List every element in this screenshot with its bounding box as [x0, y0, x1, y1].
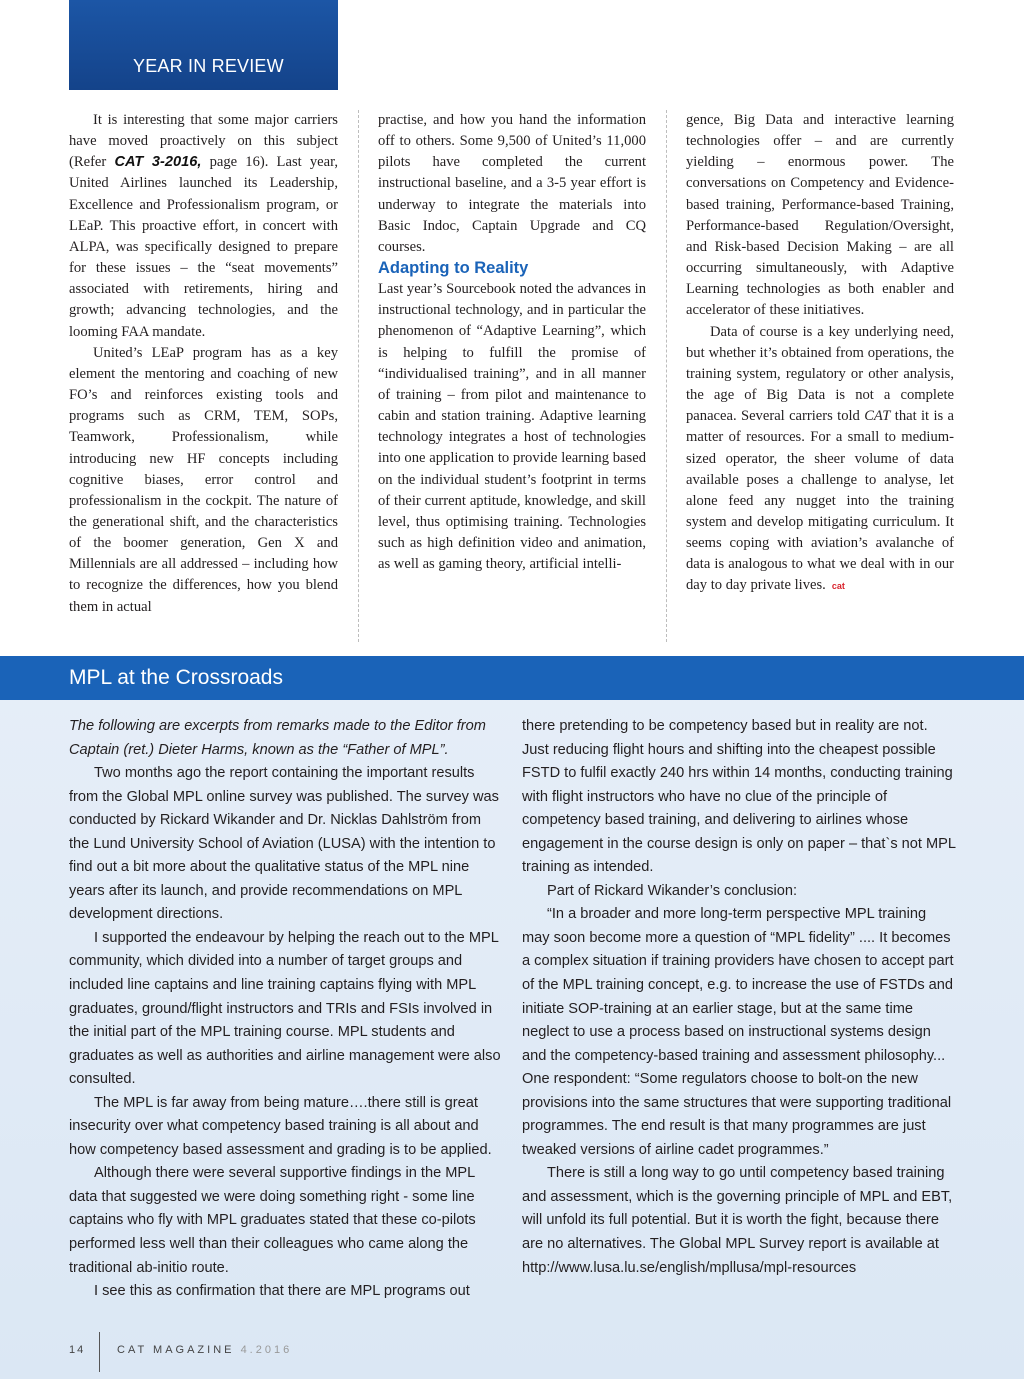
article-column-3 — [686, 110, 954, 598]
article-paragraph: gence, Big Data and interactive learning technologies offer – and are currently yielding – enormous power. The conversations on Competency and Evidence-based training, Performance-based Training, Performance-based Regulation/Oversight, and Risk-based Decision Making – are all occurring simultaneously, with Adaptive Learning technologies as both enabler and accelerator of these initiatives. — [686, 112, 954, 319]
magazine-name: CAT MAGAZINE — [117, 1344, 235, 1356]
sidebar-paragraph: there pretending to be competency based but in reality are not. Just reducing flight hours and shifting into the cheapest possible FSTD to fulfil exactly 240 hrs within 14 months, conducting training with flight instructors who have no clue of the principle of competency based training, and delivering to airlines whose engagement in the course design is only on paper – that`s not MPL training as intended. — [522, 718, 956, 876]
sidebar-column-1 — [69, 715, 501, 1304]
sidebar-title: MPL at the Crossroads — [69, 666, 283, 689]
sidebar-paragraph: Part of Rickard Wikander’s conclusion: — [547, 882, 798, 899]
sidebar-title-bar — [0, 656, 1024, 700]
column-divider — [358, 110, 359, 642]
sidebar-paragraph: There is still a long way to go until competency based training and assessment, which is the governing principle of MPL and EBT, will unfold its full potential. But it is worth the fight, because there are no alternatives. The Global MPL Survey report is available at http://www.lusa.lu.se/english/mpllusa/mpl-resources — [522, 1165, 953, 1276]
sidebar-paragraph: Two months ago the report containing the important results from the Global MPL online survey was published. The survey was conducted by Rickard Wikander and Dr. Nicklas Dahlström from the Lund University School of Aviation (LUSA) with the intention to find out a bit more about the qualitative status of the MPL nine years after its launch, and provide recommendations on MPL development directions. — [69, 765, 499, 923]
column-divider — [666, 110, 667, 642]
article-paragraph: Data of course is a key underlying need, but whether it’s obtained from operations, the training system, regulatory or other analysis, the age of Big Data is not a complete panacea. Several carriers told CAT that it is a matter of resources. For a small to medium-sized operator, the sheer volume of data available poses a challenge to analyse, let alone feed any nugget into the training system and develop mitigating curriculum. It seems coping with aviation’s avalanche of data is analogous to what we deal with in our day to day private lives. cat — [686, 323, 954, 594]
article-paragraph: It is interesting that some major carriers have moved proactively on this subject (Refer CAT 3-2016, page 16). Last year, United Airlines launched its Leadership, Excellence and Professionalism program, or LEaP. This proactive effort, in concert with ALPA, was specifically designed to prepare for these issues – the “seat movements” associated with retirements, hiring and growth; advancing technologies, and the looming FAA mandate. — [69, 112, 339, 340]
article-column-2 — [378, 110, 646, 575]
article-subheading: Adapting to Reality — [378, 259, 529, 278]
sidebar-column-2 — [522, 715, 957, 1280]
footer-divider — [99, 1332, 100, 1372]
sidebar-paragraph: I see this as confirmation that there are MPL programs out — [94, 1283, 470, 1300]
sidebar-paragraph: I supported the endeavour by helping the reach out to the MPL community, which divided into a number of target groups and included line captains and line training captains flying with MPL graduates, ground/flight instructors and TRIs and FSIs involved in the initial part of the MPL training course. MPL students and graduates as well as authorities and airline management were also consulted. — [69, 929, 501, 1088]
sidebar-box — [0, 656, 1024, 1379]
article-paragraph: United’s LEaP program has as a key element the mentoring and coaching of new FO’s and reinforces existing tools and programs such as CRM, TEM, SOPs, Teamwork, Professionalism, while introducing new HF concepts including cognitive biases, error control and professionalism in the cockpit. The nature of the generational shift, and the characteristics of the boomer generation, Gen X and Millennials are all addressed – including how to recognize the differences, how you blend them in actual — [69, 344, 338, 615]
article-paragraph: Last year’s Sourcebook noted the advances in instructional technology, and in particular the phenomenon of “Adaptive Learning”, which is helping to fulfill the promise of “individualised training”, and in all manner of training – from pilot and maintenance to cabin and station training. Adaptive learning technology integrates a host of technologies into one application to provide learning based on the individual student’s footprint in terms of their current aptitude, knowledge, and skill level, thus optimising training. Technologies such as high definition video and animation, as well as gaming theory, artificial intelli- — [378, 281, 646, 573]
section-title: YEAR IN REVIEW — [133, 56, 284, 76]
page-number: 14 — [69, 1344, 86, 1356]
magazine-footer — [117, 1344, 292, 1356]
cat-reference: CAT 3-2016, — [114, 154, 202, 171]
article-column-1 — [69, 110, 338, 618]
cat-end-mark: cat — [831, 581, 845, 592]
sidebar-paragraph: The MPL is far away from being mature….there still is great insecurity over what competency based training is all about and how competency based assessment and grading is to be applied. — [69, 1094, 492, 1158]
section-header-tab — [69, 0, 338, 90]
sidebar-paragraph: “In a broader and more long-term perspective MPL training may soon become more a question of “MPL fidelity” .... It becomes a complex situation if training providers have chosen to accept part of the MPL training concept, e.g. to increase the use of FSTDs and initiate SOP-training at an earlier stage, but at the same time neglect to use a process based on instructional systems design and the competency-based training and assessment philosophy... One respondent: “Some regulators choose to bolt-on the new provisions into the same structures that were supporting traditional programmes. The end result is that many programmes are just tweaked versions of airline cadet programmes.” — [522, 906, 954, 1158]
article-paragraph: practise, and how you hand the information off to others. Some 9,500 of United’s 11,000 pilots have completed the current instructional baseline, and a 3-5 year effort is underway to integrate the materials into Basic Indoc, Captain Upgrade and CQ courses. — [378, 112, 646, 255]
sidebar-intro: The following are excerpts from remarks made to the Editor from Captain (ret.) Dieter Harms, known as the “Father of MPL”. — [69, 718, 486, 758]
sidebar-paragraph: Although there were several supportive findings in the MPL data that suggested we were doing something right - some line captains who fly with MPL graduates stated that these co-pilots performed less well than their colleagues who came along the traditional ab-initio route. — [69, 1165, 476, 1276]
issue-number: 4.2016 — [240, 1344, 293, 1356]
